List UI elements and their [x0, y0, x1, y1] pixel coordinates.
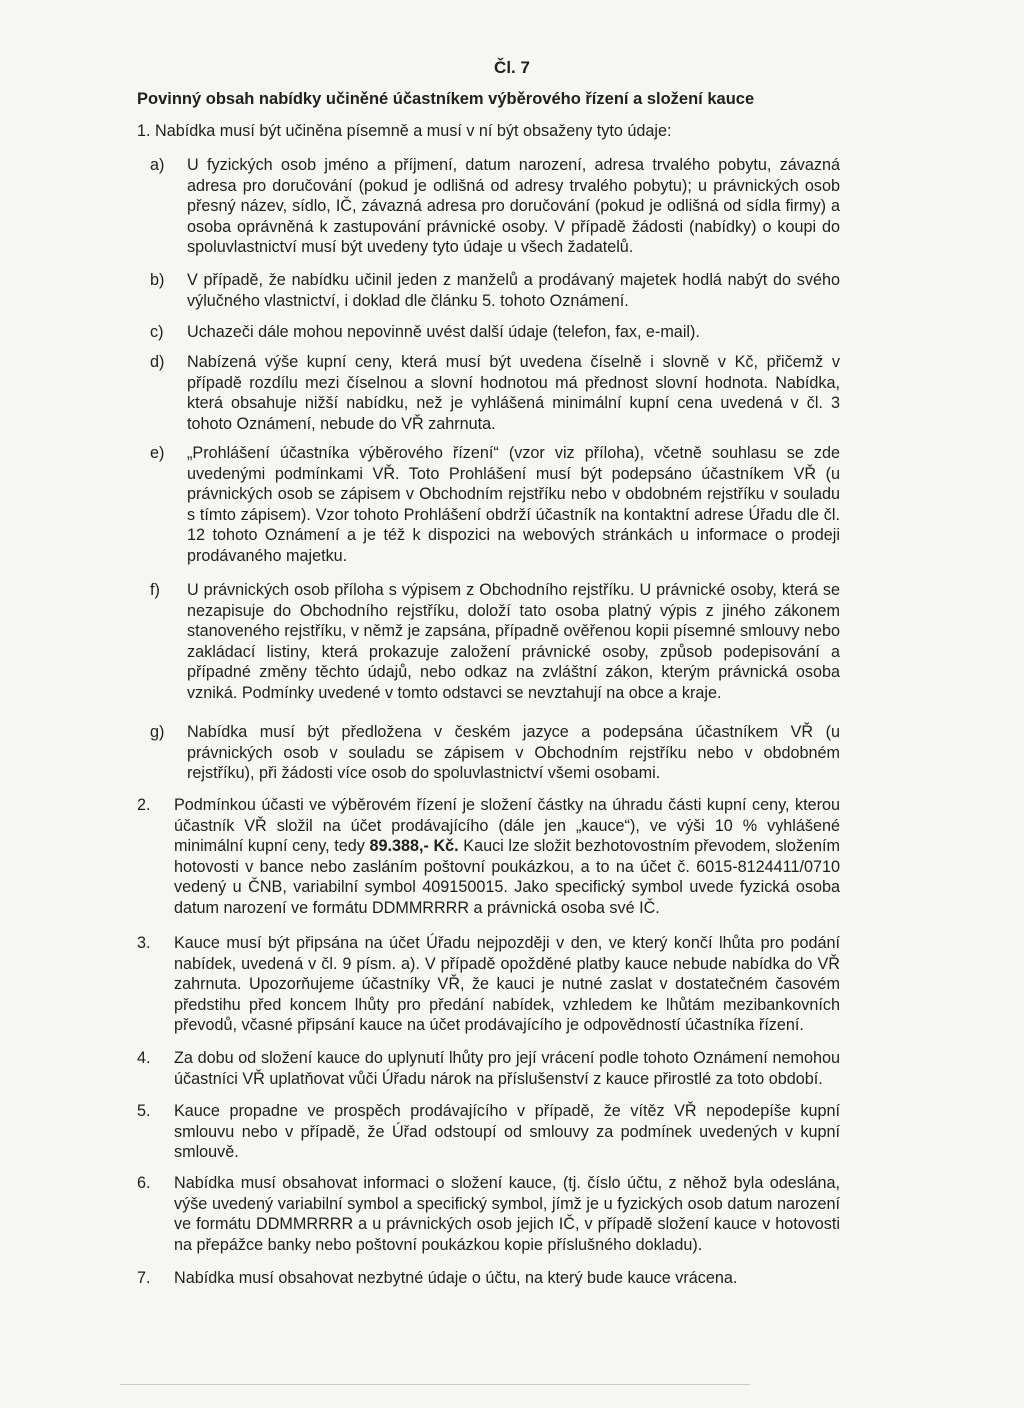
item-text: Nabídka musí být předložena v českém jazyce a podepsána účastníkem VŘ (u právnických osob v souladu se zápisem v Obchodním rejstříku nebo v obdobném rejstříku), při žádosti více osob do spoluvlastnictví všemi osobami. [187, 723, 840, 783]
paragraph-text-part: Kauci lze složit bezhotovostním převodem, složením hotovosti v bance nebo zasláním poštovní poukázkou, a to na účet č. 6015-8124411/0710 vedený u ČNB, variabilní symbol 409150015. Jako specifický symbol uvede fyzická osoba datum narození ve formátu DDMMRRRR a právnická osoba své IČ. [174, 837, 840, 917]
item-label: g) [150, 723, 165, 741]
paragraph-text: Nabídka musí obsahovat nezbytné údaje o účtu, na který bude kauce vrácena. [174, 1269, 738, 1287]
paragraph-number: 4. [137, 1049, 151, 1067]
item-label: f) [150, 581, 160, 599]
item-text: V případě, že nabídku učinil jeden z manželů a prodávaný majetek hodlá nabýt do svého výlučného vlastnictví, i doklad dle článku 5. tohoto Oznámení. [187, 271, 840, 310]
item-text: „Prohlášení účastníka výběrového řízení“ (vzor viz příloha), včetně souhlasu se zde uvedenými podmínkami VŘ. Toto Prohlášení musí být podepsáno účastníkem VŘ (u právnických osob se zápisem v Obchodním rejstříku nebo v obdobném rejstříku v souladu s tímto zápisem). Vzor tohoto Prohlášení obdrží účastník na kontaktní adrese Úřadu dle čl. 12 tohoto Oznámení a je též k dispozici na webových stránkách u informace o prodeji prodávaného majetku. [187, 444, 840, 565]
paragraph-number: 6. [137, 1174, 151, 1192]
item-label: a) [150, 156, 165, 174]
paragraph-text: Za dobu od složení kauce do uplynutí lhůty pro její vrácení podle tohoto Oznámení nemohou účastníci VŘ uplatňovat vůči Úřadu nárok na příslušenství z kauce přirostlé za toto období. [174, 1049, 840, 1088]
paragraph-number: 7. [137, 1269, 151, 1287]
item-label: c) [150, 323, 164, 341]
paragraph-number: 3. [137, 934, 151, 952]
paragraph-text: Kauce musí být připsána na účet Úřadu nejpozději v den, ve který končí lhůta pro podání nabídek, uvedená v čl. 9 písm. a). V případě opožděné platby kauce nebude nabídka do VŘ zahrnuta. Upozorňujeme účastníky VŘ, že kauci je nutné zaslat v dostatečném časovém předstihu před koncem lhůty pro předání nabídek, vzhledem ke lhůtám mezibankovních převodů, včasné připsání kauce na účet prodávajícího je odpovědností účastníka řízení. [174, 934, 840, 1035]
item-label: d) [150, 353, 165, 371]
item-label: b) [150, 271, 165, 289]
item-text: U fyzických osob jméno a příjmení, datum narození, adresa trvalého pobytu, závazná adresa pro doručování (pokud je odlišná od adresy trvalého pobytu); u právnických osob přesný název, sídlo, IČ, závazná adresa pro doručování (pokud je odlišná od sídla firmy) a osoba oprávněná k zastupování právnické osoby. V případě žádosti (nabídky) o koupi do spoluvlastnictví musí být uvedeny tyto údaje u všech žadatelů. [187, 156, 840, 257]
deposit-amount: 89.388,- Kč. [369, 837, 459, 856]
paragraph-text [174, 795, 840, 919]
paragraph-text-part: Podmínkou účasti ve výběrovém řízení je složení částky na úhradu části kupní ceny, kterou účastník VŘ složil na účet prodávajícího (dále jen „kauce“), ve výši 10 % vyhlášené minimální kupní ceny, tedy [174, 796, 840, 856]
item-text: U právnických osob příloha s výpisem z Obchodního rejstříku. U právnické osoby, která se nezapisuje do Obchodního rejstříku, doloží tato osoba platný výpis z jiného zákonem stanoveného rejstříku, v němž je zapsána, případně ověřenou kopii písemné smlouvy nebo zakládací listiny, která prokazuje založení právnické osoby, způsob podepisování a případné změny těchto údajů, nebo odkaz na zvláštní zákon, kterým právnická osoba vzniká. Podmínky uvedené v tomto odstavci se nevztahují na obce a kraje. [187, 581, 840, 702]
section-title: Povinný obsah nabídky učiněné účastníkem výběrového řízení a složení kauce [137, 90, 755, 108]
paragraph-text: Nabídka musí obsahovat informaci o složení kauce, (tj. číslo účtu, z něhož byla odeslána, výše uvedený variabilní symbol a specifický symbol, jímž je u fyzických osob datum narození ve formátu DDMMRRRR a u právnických osob jejich IČ, v případě složení kauce v hotovosti na přepážce banky nebo poštovní poukázkou kopie příslušného dokladu). [174, 1174, 840, 1254]
item-text: Nabízená výše kupní ceny, která musí být uvedena číselně i slovně v Kč, přičemž v případě rozdílu mezi číselnou a slovní hodnotou má přednost slovní hodnota. Nabídka, která obsahuje nižší nabídku, než je vyhlášená minimální kupní cena uvedená v čl. 3 tohoto Oznámení, nebude do VŘ zahrnuta. [187, 353, 840, 433]
item-label: e) [150, 444, 165, 462]
intro-paragraph: 1. Nabídka musí být učiněna písemně a musí v ní být obsaženy tyto údaje: [137, 122, 672, 140]
article-heading: Čl. 7 [494, 58, 530, 77]
paragraph-number: 2. [137, 796, 151, 814]
paragraph-text: Kauce propadne ve prospěch prodávajícího v případě, že vítěz VŘ nepodepíše kupní smlouvu nebo v případě, že Úřad odstoupí od smlouvy za podmínek uvedených v kupní smlouvě. [174, 1102, 840, 1162]
paragraph-number: 5. [137, 1102, 151, 1120]
item-text: Uchazeči dále mohou nepovinně uvést další údaje (telefon, fax, e-mail). [187, 323, 700, 341]
footer-divider [120, 1384, 750, 1385]
